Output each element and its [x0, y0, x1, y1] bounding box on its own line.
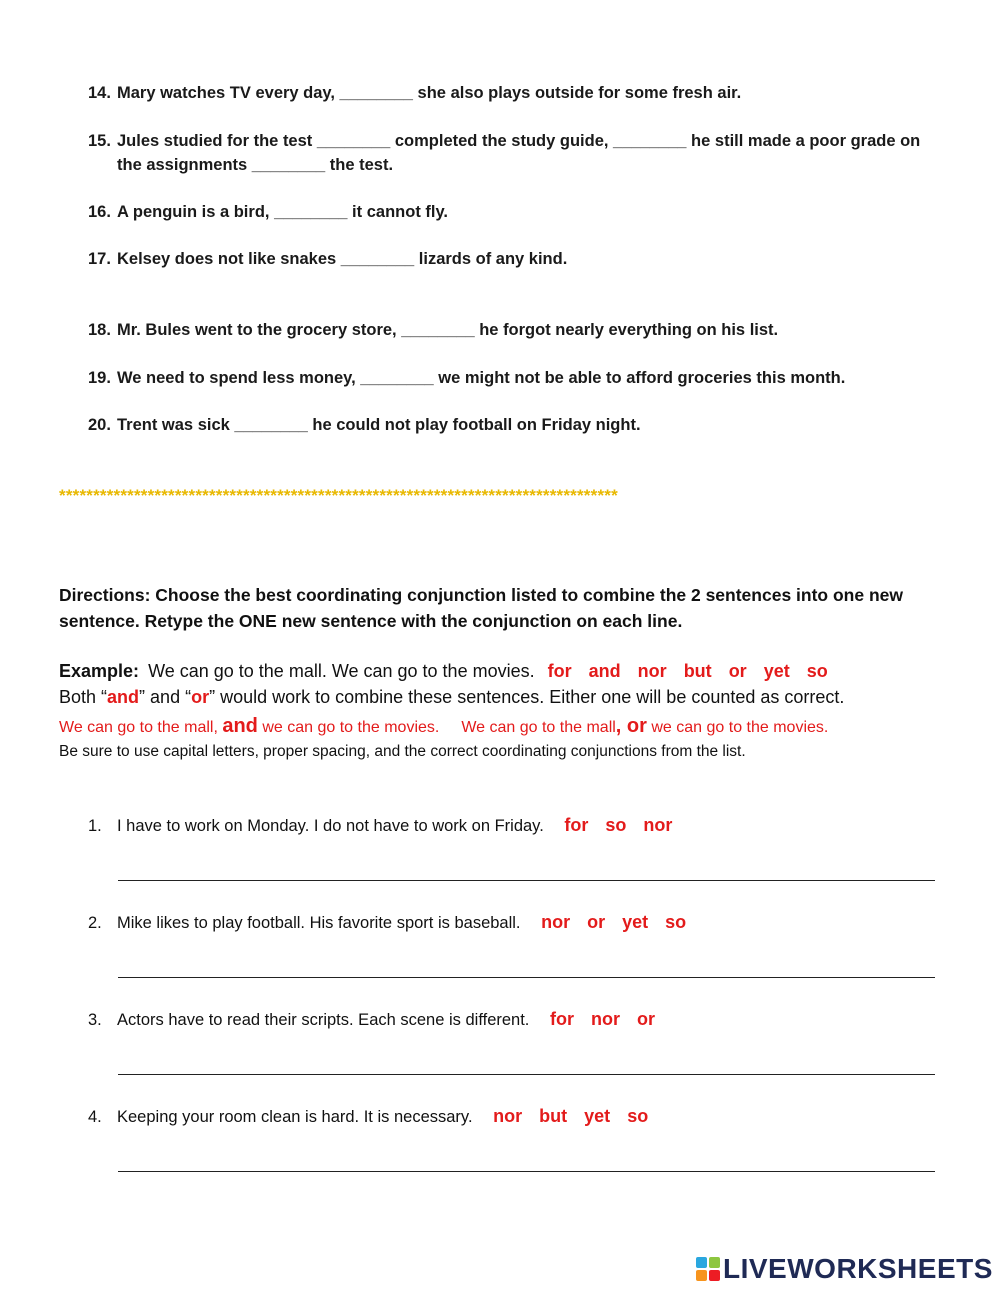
- question-text: Mary watches TV every day, ________ she also plays outside for some fresh air.: [117, 84, 742, 102]
- logo-text: LIVEWORKSHEETS: [723, 1253, 993, 1284]
- conjunction: but: [539, 1106, 568, 1126]
- question-text: We need to spend less money, ________ we might not be able to afford groceries this month.: [117, 369, 846, 387]
- logo-square: [709, 1270, 720, 1281]
- question-15: [88, 129, 948, 177]
- note-text: ” and “: [139, 687, 192, 707]
- problem-text: I have to work on Monday. I do not have to work on Friday.: [117, 817, 544, 835]
- conjunction: so: [627, 1106, 649, 1126]
- reminder: Be sure to use capital letters, proper spacing, and the correct coordinating conjunctions from the list.: [59, 743, 746, 760]
- answer-line-4[interactable]: [118, 1171, 935, 1172]
- question-number: 17.: [88, 250, 111, 268]
- conjunction: and: [588, 661, 621, 681]
- conjunction: so: [806, 661, 828, 681]
- problem-text: Keeping your room clean is hard. It is necessary.: [117, 1108, 473, 1126]
- answer-line-2[interactable]: [118, 977, 935, 978]
- logo-square: [709, 1257, 720, 1268]
- question-text: A penguin is a bird, ________ it cannot fly.: [117, 203, 449, 221]
- problem-1: [88, 813, 948, 838]
- logo-mark-icon: [696, 1257, 720, 1281]
- conjunction: nor: [493, 1106, 523, 1126]
- problem-conjunction-list: [564, 815, 672, 835]
- answer-conjunction: and: [222, 715, 258, 737]
- logo-square: [696, 1257, 707, 1268]
- logo-square: [696, 1270, 707, 1281]
- directions: Directions: Choose the best coordinating conjunction listed to combine the 2 sentences into one new sentence. Retype the ONE new sentence with the conjunction on each line.: [59, 585, 903, 631]
- problem-conjunction-list: [541, 912, 686, 932]
- liveworksheets-logo: [696, 1254, 993, 1284]
- problem-text: Actors have to read their scripts. Each scene is different.: [117, 1011, 530, 1029]
- note-text: Both “: [59, 687, 108, 707]
- question-text: Kelsey does not like snakes ________ lizards of any kind.: [117, 250, 568, 268]
- problem-4: [88, 1104, 948, 1129]
- problem-number: 3.: [88, 1011, 102, 1029]
- problem-3: [88, 1007, 948, 1032]
- answer-conjunction: , or: [615, 715, 647, 737]
- question-number: 16.: [88, 203, 111, 221]
- problem-conjunction-list: [550, 1009, 655, 1029]
- question-20: [88, 413, 948, 437]
- conjunction: for: [564, 815, 589, 835]
- answer-text: We can go to the mall,: [59, 719, 223, 736]
- problem-2: [88, 910, 948, 935]
- answer-text: we can go to the movies.: [646, 719, 829, 736]
- question-18: [88, 318, 948, 342]
- example-sentence: We can go to the mall. We can go to the movies.: [148, 661, 535, 681]
- conjunction: so: [605, 815, 627, 835]
- question-17: [88, 247, 948, 271]
- answer-line-1[interactable]: [118, 880, 935, 881]
- problem-number: 4.: [88, 1108, 102, 1126]
- conjunction: nor: [637, 661, 667, 681]
- question-number: 19.: [88, 369, 111, 387]
- problem-number: 1.: [88, 817, 102, 835]
- question-text: Trent was sick ________ he could not play football on Friday night.: [117, 416, 641, 434]
- conjunction: or: [587, 912, 606, 932]
- answer-line-3[interactable]: [118, 1074, 935, 1075]
- asterisk-divider: **********************************************************************************: [59, 486, 618, 505]
- conjunction: yet: [584, 1106, 611, 1126]
- conjunction: but: [683, 661, 712, 681]
- note-word-and: and: [107, 687, 140, 707]
- example-note: [59, 685, 959, 709]
- conjunction: nor: [541, 912, 571, 932]
- question-14: [88, 81, 948, 105]
- conjunction: yet: [622, 912, 649, 932]
- example-conjunction-list: [548, 661, 828, 681]
- question-16: [88, 200, 948, 224]
- note-word-or: or: [191, 687, 210, 707]
- conjunction: nor: [643, 815, 673, 835]
- question-19: [88, 366, 948, 390]
- conjunction: for: [547, 661, 572, 681]
- conjunction: so: [665, 912, 687, 932]
- answer-text: We can go to the mall: [461, 719, 616, 736]
- example-line: [59, 659, 959, 683]
- note-text: ” would work to combine these sentences. Either one will be counted as correct.: [209, 687, 845, 707]
- question-number: 14.: [88, 84, 111, 102]
- example-answers: [59, 714, 959, 740]
- question-number: 15.: [88, 132, 111, 150]
- problem-text: Mike likes to play football. His favorite sport is baseball.: [117, 914, 521, 932]
- problem-number: 2.: [88, 914, 102, 932]
- question-number: 18.: [88, 321, 111, 339]
- question-text: Jules studied for the test ________ completed the study guide, ________ he still made a poor grade on the assignments ________ the test.: [117, 132, 921, 174]
- conjunction: yet: [763, 661, 790, 681]
- conjunction: for: [550, 1009, 574, 1029]
- example-label: Example:: [59, 661, 140, 681]
- conjunction: or: [728, 661, 747, 681]
- question-text: Mr. Bules went to the grocery store, ________ he forgot nearly everything on his list.: [117, 321, 779, 339]
- conjunction: or: [637, 1009, 656, 1029]
- answer-text: we can go to the movies.: [257, 719, 440, 736]
- problem-conjunction-list: [493, 1106, 648, 1126]
- question-number: 20.: [88, 416, 111, 434]
- conjunction: nor: [591, 1009, 621, 1029]
